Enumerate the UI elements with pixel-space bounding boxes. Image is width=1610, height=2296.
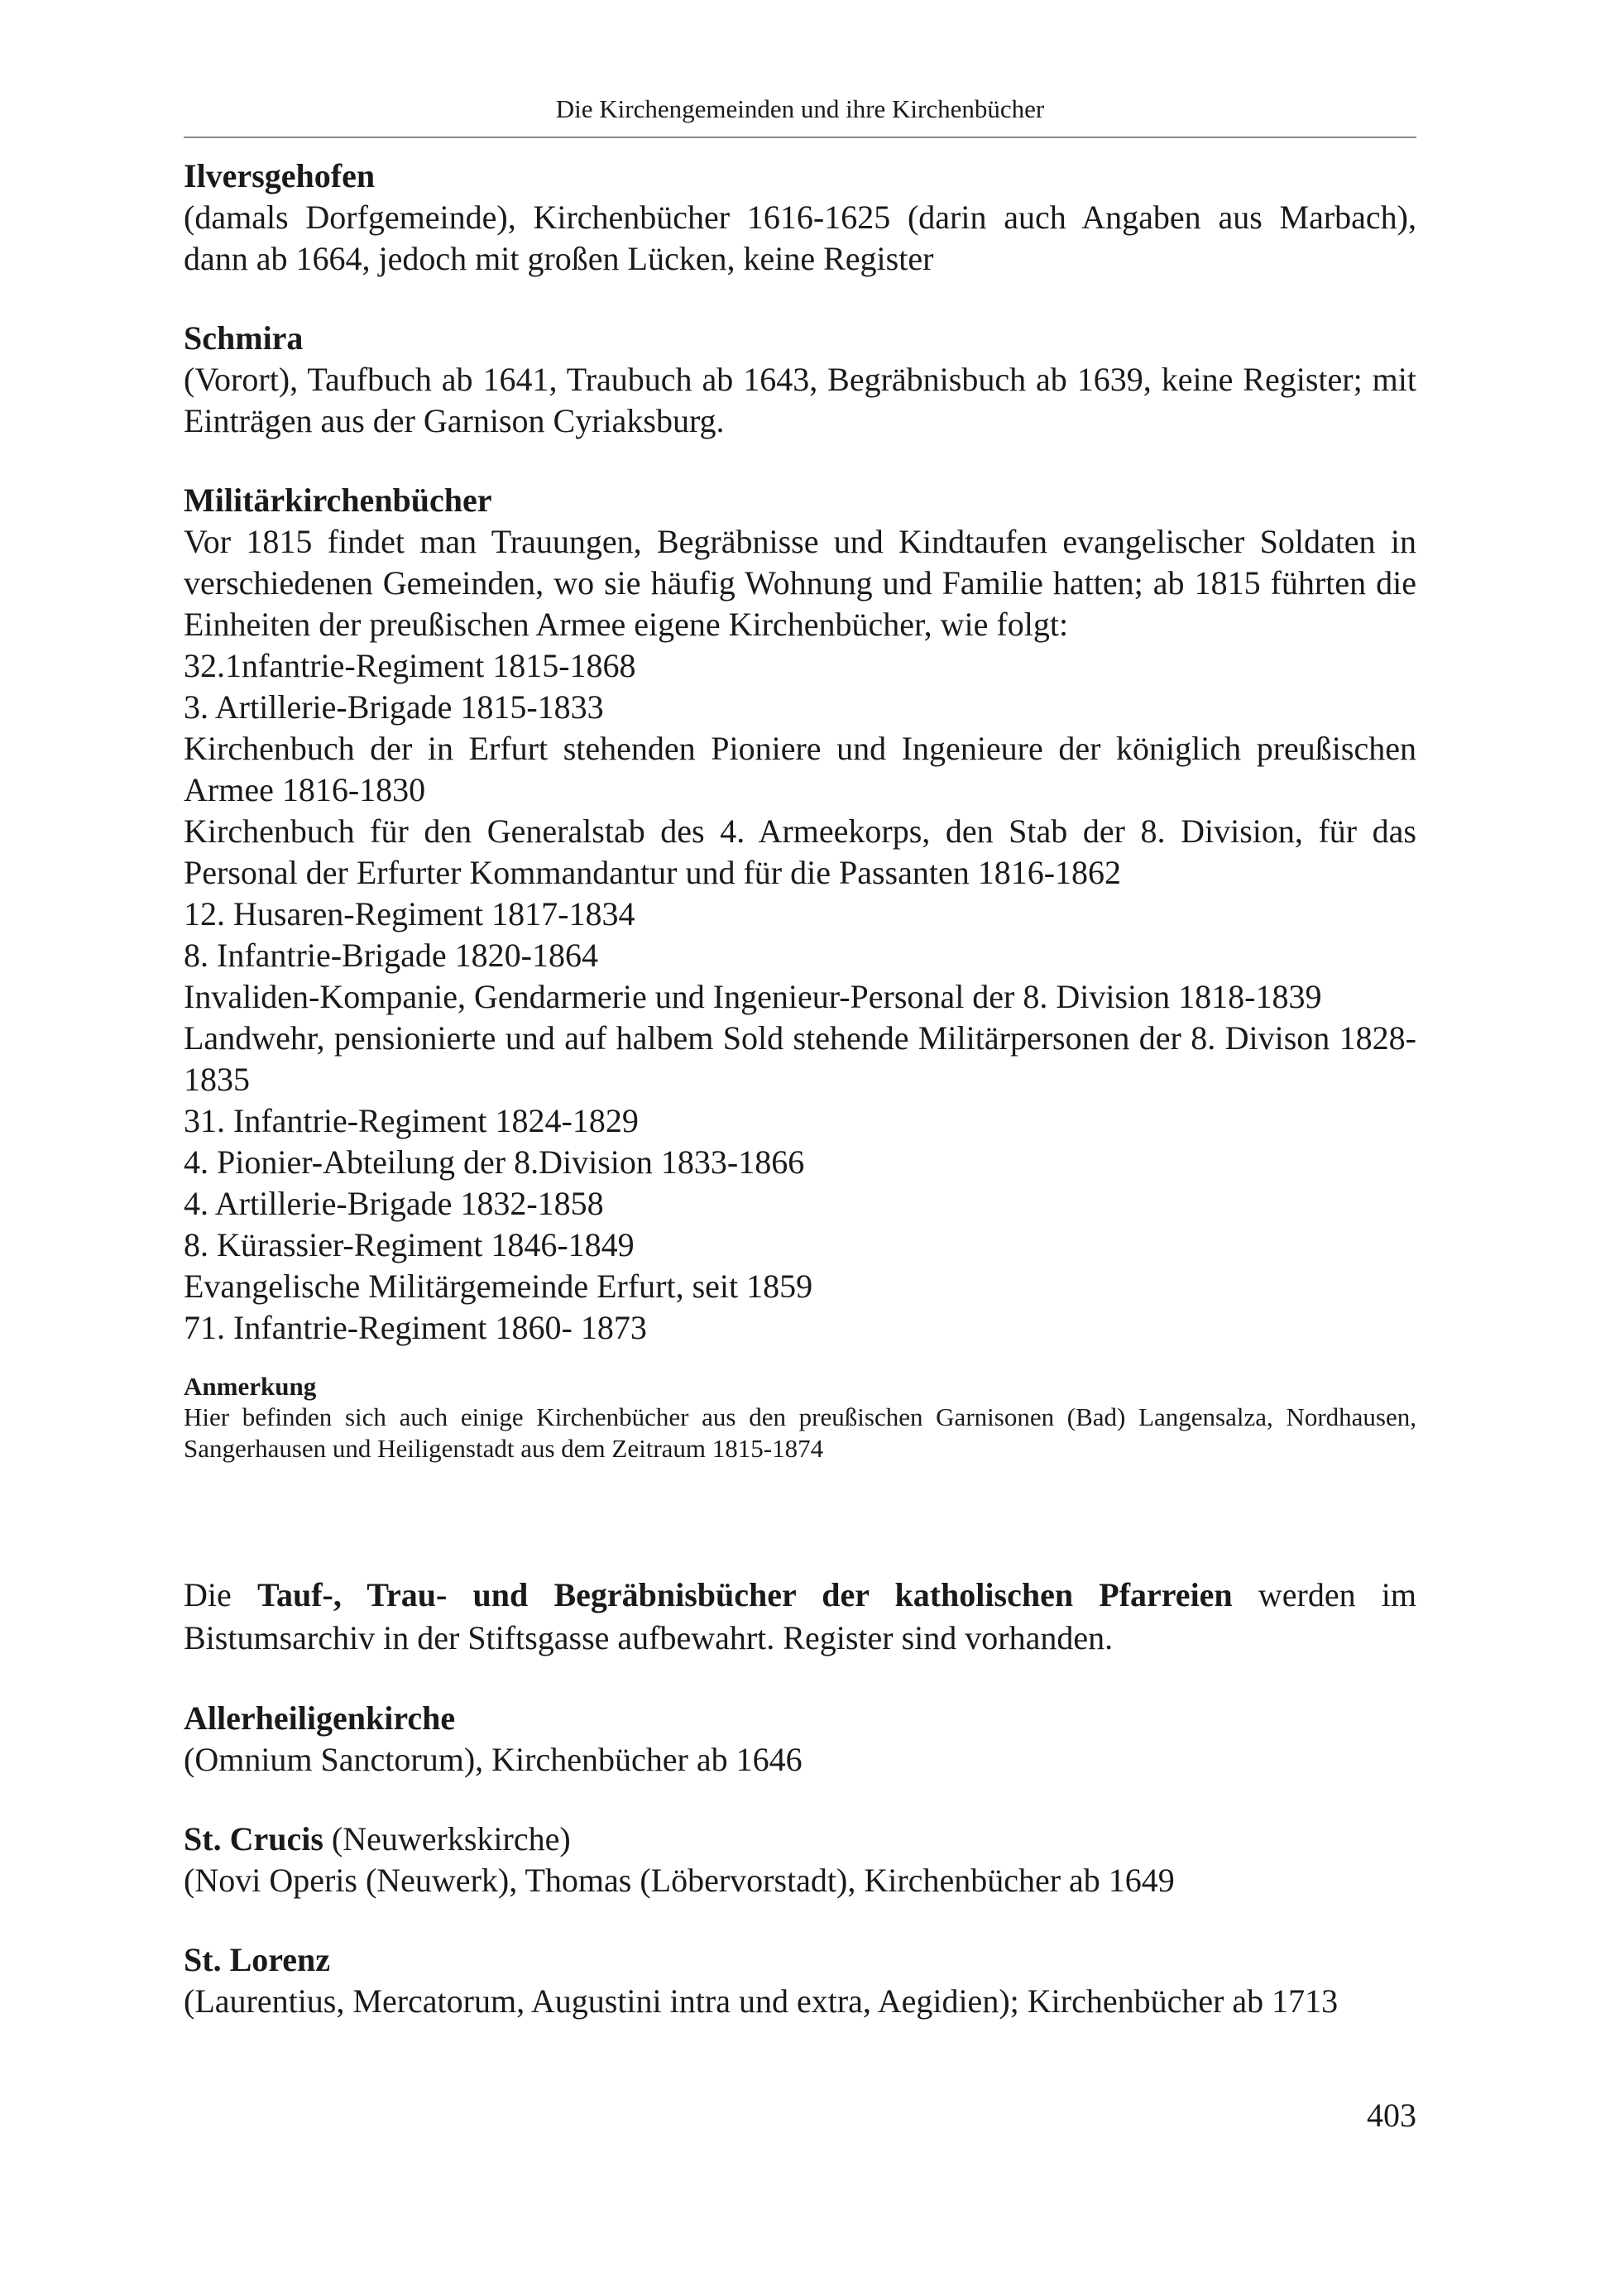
entry-body: (Laurentius, Mercatorum, Augustini intra und extra, Aegidien); Kirchenbücher ab 1713 xyxy=(184,1982,1339,2020)
entry-title-line xyxy=(184,1819,1416,1860)
note-title: Anmerkung xyxy=(184,1372,317,1401)
running-header: Die Kirchengemeinden und ihre Kirchenbücher xyxy=(555,94,1045,123)
list-item: Kirchenbuch der in Erfurt stehenden Pioniere und Ingenieure der königlich preußischen Armee 1816-1830 xyxy=(184,730,1416,808)
list-item: 8. Infantrie-Brigade 1820-1864 xyxy=(184,937,598,974)
entry-title: St. Crucis xyxy=(184,1820,323,1857)
entry-title: Schmira xyxy=(184,319,304,357)
entry-body: (Novi Operis (Neuwerk), Thomas (Löbervorstadt), Kirchenbücher ab 1649 xyxy=(184,1862,1175,1899)
military-intro: Vor 1815 findet man Trauungen, Begräbnisse und Kindtaufen evangelischer Soldaten in verschiedenen Gemeinden, wo sie häufig Wohnung und Familie hatten; ab 1815 führten die Einheiten der preußischen Armee eigene Kirchenbücher, wie folgt: xyxy=(184,523,1416,643)
list-item: 4. Pionier-Abteilung der 8.Division 1833-1866 xyxy=(184,1143,805,1181)
header-rule xyxy=(184,137,1416,138)
entry-schmira xyxy=(184,318,1416,442)
spacer xyxy=(184,1901,1416,1939)
entry-title: Militärkirchenbücher xyxy=(184,482,492,519)
spacer xyxy=(184,1781,1416,1819)
page-number: 403 xyxy=(1367,2097,1416,2134)
list-item: 4. Artillerie-Brigade 1832-1858 xyxy=(184,1185,604,1222)
entry-body: (damals Dorfgemeinde), Kirchenbücher 1616-1625 (darin auch Angaben aus Marbach), dann ab 1664, jedoch mit großen Lücken, keine Register xyxy=(184,199,1416,277)
entry-ilversgehofen xyxy=(184,156,1416,280)
catholic-rest: werden im Bistumsarchiv in der Stiftsgasse aufbewahrt. Register sind vorhanden. xyxy=(184,1576,1416,1656)
entry-st-lorenz xyxy=(184,1939,1416,2022)
entry-title-line xyxy=(184,1939,1416,1981)
list-item: 32.1nfantrie-Regiment 1815-1868 xyxy=(184,647,636,684)
note-body: Hier befinden sich auch einige Kirchenbücher aus den preußischen Garnisonen (Bad) Langensalza, Nordhausen, Sangerhausen und Heiligenstadt aus dem Zeitraum 1815-1874 xyxy=(184,1402,1416,1463)
list-item: 3. Artillerie-Brigade 1815-1833 xyxy=(184,688,604,726)
entry-body: (Vorort), Taufbuch ab 1641, Traubuch ab 1643, Begräbnisbuch ab 1639, keine Register; mit Einträgen aus der Garnison Cyriaksburg. xyxy=(184,361,1416,439)
catholic-bold: Tauf-, Trau- und Begräbnisbücher der katholischen Pfarreien xyxy=(256,1576,1233,1613)
spacer xyxy=(184,1464,1416,1574)
list-item: Invaliden-Kompanie, Gendarmerie und Ingenieur-Personal der 8. Division 1818-1839 xyxy=(184,978,1322,1015)
entry-title: St. Lorenz xyxy=(184,1941,331,1978)
list-item: 71. Infantrie-Regiment 1860- 1873 xyxy=(184,1309,647,1346)
list-item: Kirchenbuch für den Generalstab des 4. Armeekorps, den Stab der 8. Division, für das Personal der Erfurter Kommandantur und für die Passanten 1816-1862 xyxy=(184,812,1416,891)
entry-title-suffix: (Neuwerkskirche) xyxy=(323,1820,571,1857)
entry-title: Allerheiligenkirche xyxy=(184,1699,456,1737)
entry-allerheiligen xyxy=(184,1698,1416,1781)
catholic-paragraph xyxy=(184,1574,1416,1660)
entry-st-crucis xyxy=(184,1819,1416,1901)
entry-title-line xyxy=(184,1698,1416,1739)
spacer xyxy=(184,280,1416,318)
page-content xyxy=(184,156,1416,2022)
list-item: Landwehr, pensionierte und auf halbem Sold stehende Militärpersonen der 8. Divison 1828-1835 xyxy=(184,1019,1416,1098)
entry-title: Ilversgehofen xyxy=(184,157,376,194)
entry-body: (Omnium Sanctorum), Kirchenbücher ab 1646 xyxy=(184,1741,803,1778)
book-page xyxy=(184,0,1416,2296)
catholic-lead: Die xyxy=(184,1576,257,1613)
spacer xyxy=(184,1660,1416,1698)
entry-military xyxy=(184,480,1416,1349)
military-list xyxy=(184,645,1416,1349)
list-item: 8. Kürassier-Regiment 1846-1849 xyxy=(184,1226,635,1263)
spacer xyxy=(184,442,1416,480)
list-item: 12. Husaren-Regiment 1817-1834 xyxy=(184,895,635,932)
note-block xyxy=(184,1372,1416,1464)
list-item: Evangelische Militärgemeinde Erfurt, seit 1859 xyxy=(184,1268,813,1305)
list-item: 31. Infantrie-Regiment 1824-1829 xyxy=(184,1102,639,1139)
